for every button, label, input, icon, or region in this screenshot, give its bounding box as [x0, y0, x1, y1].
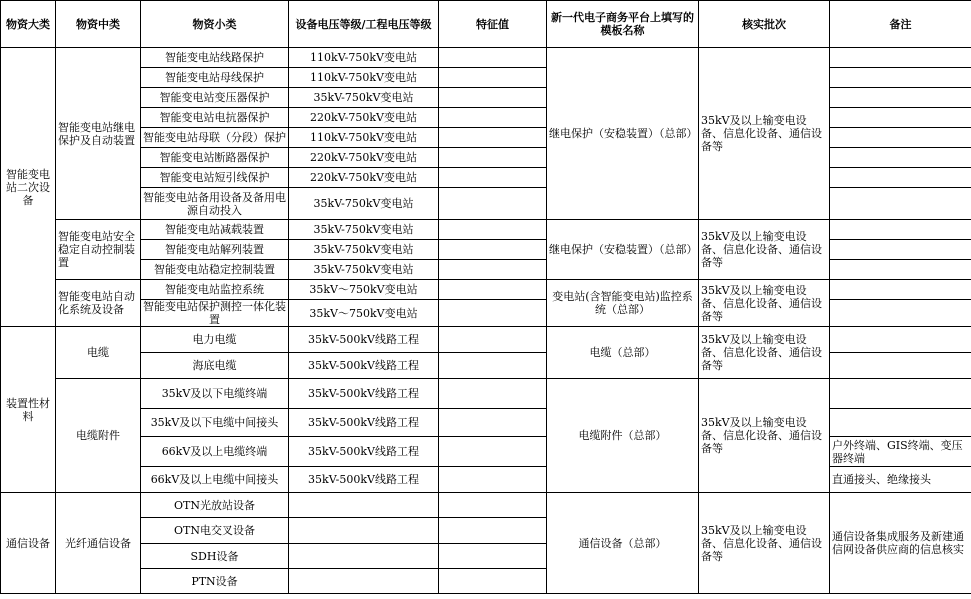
header-mid-category: 物资中类	[56, 1, 141, 48]
voltage-cell: 110kV-750kV变电站	[289, 48, 439, 68]
voltage-cell	[289, 518, 439, 544]
remark-cell	[830, 353, 971, 379]
template-cell: 通信设备（总部）	[547, 493, 699, 594]
mid-category-cell: 电缆	[56, 327, 141, 379]
sub-category-cell: 智能变电站短引线保护	[141, 168, 289, 188]
sub-category-cell: 66kV及以上电缆终端	[141, 437, 289, 467]
feature-cell	[439, 48, 547, 68]
voltage-cell	[289, 569, 439, 594]
header-voltage: 设备电压等级/工程电压等级	[289, 1, 439, 48]
remark-cell	[830, 240, 971, 260]
remark-cell	[830, 128, 971, 148]
feature-cell	[439, 518, 547, 544]
remark-cell: 户外终端、GIS终端、变压器终端	[830, 437, 971, 467]
remark-cell	[830, 88, 971, 108]
voltage-cell: 220kV-750kV变电站	[289, 148, 439, 168]
feature-cell	[439, 188, 547, 220]
table-row	[1, 493, 971, 518]
sub-category-cell: 智能变电站监控系统	[141, 280, 289, 300]
category-cell: 通信设备	[1, 493, 56, 594]
voltage-cell: 35kV～750kV变电站	[289, 280, 439, 300]
voltage-cell: 35kV-750kV变电站	[289, 240, 439, 260]
voltage-cell: 35kV-500kV线路工程	[289, 409, 439, 437]
remark-cell	[830, 108, 971, 128]
feature-cell	[439, 327, 547, 353]
feature-cell	[439, 409, 547, 437]
remark-cell	[830, 409, 971, 437]
remark-cell	[830, 327, 971, 353]
sub-category-cell: 海底电缆	[141, 353, 289, 379]
sub-category-cell: 66kV及以上电缆中间接头	[141, 467, 289, 493]
voltage-cell: 35kV-750kV变电站	[289, 220, 439, 240]
header-feature: 特征值	[439, 1, 547, 48]
sub-category-cell: OTN光放站设备	[141, 493, 289, 518]
header-remark: 备注	[830, 1, 971, 48]
sub-category-cell: 智能变电站减载装置	[141, 220, 289, 240]
template-cell: 继电保护（安稳装置）（总部）	[547, 220, 699, 280]
sub-category-cell: 35kV及以下电缆中间接头	[141, 409, 289, 437]
remark-cell	[830, 300, 971, 327]
voltage-cell: 110kV-750kV变电站	[289, 68, 439, 88]
voltage-cell: 220kV-750kV变电站	[289, 168, 439, 188]
remark-cell	[830, 220, 971, 240]
feature-cell	[439, 353, 547, 379]
table-row	[1, 220, 971, 240]
feature-cell	[439, 493, 547, 518]
feature-cell	[439, 280, 547, 300]
template-cell: 电缆附件（总部）	[547, 379, 699, 493]
feature-cell	[439, 88, 547, 108]
remark-cell	[830, 68, 971, 88]
sub-category-cell: OTN电交叉设备	[141, 518, 289, 544]
category-cell: 智能变电站二次设备	[1, 48, 56, 327]
feature-cell	[439, 437, 547, 467]
template-cell: 继电保护（安稳装置）（总部）	[547, 48, 699, 220]
feature-cell	[439, 379, 547, 409]
header-batch: 核实批次	[699, 1, 830, 48]
voltage-cell: 110kV-750kV变电站	[289, 128, 439, 148]
mid-category-cell: 电缆附件	[56, 379, 141, 493]
batch-cell: 35kV及以上输变电设备、信息化设备、通信设备等	[699, 48, 830, 220]
sub-category-cell: 智能变电站母线保护	[141, 68, 289, 88]
header-row	[1, 1, 971, 48]
category-cell: 装置性材料	[1, 327, 56, 493]
remark-cell	[830, 260, 971, 280]
mid-category-cell: 智能变电站继电保护及自动装置	[56, 48, 141, 220]
mid-category-cell: 智能变电站安全稳定自动控制装置	[56, 220, 141, 280]
template-cell: 变电站(含智能变电站)监控系统（总部）	[547, 280, 699, 327]
remark-cell	[830, 280, 971, 300]
sub-category-cell: 智能变电站稳定控制装置	[141, 260, 289, 280]
sub-category-cell: 智能变电站电抗器保护	[141, 108, 289, 128]
table-row	[1, 327, 971, 353]
sub-category-cell: SDH设备	[141, 544, 289, 569]
remark-cell: 通信设备集成服务及新建通信网设备供应商的信息核实	[830, 493, 971, 594]
remark-cell: 直通接头、绝缘接头	[830, 467, 971, 493]
feature-cell	[439, 467, 547, 493]
batch-cell: 35kV及以上输变电设备、信息化设备、通信设备等	[699, 493, 830, 594]
voltage-cell: 35kV-750kV变电站	[289, 88, 439, 108]
sub-category-cell: 智能变电站备用设备及备用电源自动投入	[141, 188, 289, 220]
feature-cell	[439, 128, 547, 148]
header-template: 新一代电子商务平台上填写的模板名称	[547, 1, 699, 48]
header-category: 物资大类	[1, 1, 56, 48]
feature-cell	[439, 220, 547, 240]
table-row	[1, 379, 971, 409]
feature-cell	[439, 260, 547, 280]
remark-cell	[830, 379, 971, 409]
sub-category-cell: 智能变电站解列装置	[141, 240, 289, 260]
feature-cell	[439, 168, 547, 188]
table-row	[1, 48, 971, 68]
voltage-cell: 35kV-500kV线路工程	[289, 379, 439, 409]
feature-cell	[439, 300, 547, 327]
mid-category-cell: 光纤通信设备	[56, 493, 141, 594]
feature-cell	[439, 240, 547, 260]
remark-cell	[830, 48, 971, 68]
voltage-cell: 35kV～750kV变电站	[289, 300, 439, 327]
batch-cell: 35kV及以上输变电设备、信息化设备、通信设备等	[699, 327, 830, 379]
sub-category-cell: 智能变电站母联（分段）保护	[141, 128, 289, 148]
sub-category-cell: 智能变电站线路保护	[141, 48, 289, 68]
remark-cell	[830, 188, 971, 220]
template-cell: 电缆（总部）	[547, 327, 699, 379]
remark-cell	[830, 168, 971, 188]
sub-category-cell: 电力电缆	[141, 327, 289, 353]
batch-cell: 35kV及以上输变电设备、信息化设备、通信设备等	[699, 379, 830, 493]
feature-cell	[439, 569, 547, 594]
feature-cell	[439, 148, 547, 168]
feature-cell	[439, 68, 547, 88]
voltage-cell: 35kV-750kV变电站	[289, 188, 439, 220]
sub-category-cell: PTN设备	[141, 569, 289, 594]
sub-category-cell: 35kV及以下电缆终端	[141, 379, 289, 409]
voltage-cell: 220kV-750kV变电站	[289, 108, 439, 128]
header-sub-category: 物资小类	[141, 1, 289, 48]
voltage-cell	[289, 544, 439, 569]
voltage-cell: 35kV-500kV线路工程	[289, 437, 439, 467]
voltage-cell: 35kV-750kV变电站	[289, 260, 439, 280]
table-row	[1, 280, 971, 300]
remark-cell	[830, 148, 971, 168]
feature-cell	[439, 108, 547, 128]
batch-cell: 35kV及以上输变电设备、信息化设备、通信设备等	[699, 280, 830, 327]
mid-category-cell: 智能变电站自动化系统及设备	[56, 280, 141, 327]
sub-category-cell: 智能变电站变压器保护	[141, 88, 289, 108]
sub-category-cell: 智能变电站断路器保护	[141, 148, 289, 168]
sub-category-cell: 智能变电站保护测控一体化装置	[141, 300, 289, 327]
voltage-cell: 35kV-500kV线路工程	[289, 467, 439, 493]
voltage-cell	[289, 493, 439, 518]
feature-cell	[439, 544, 547, 569]
voltage-cell: 35kV-500kV线路工程	[289, 327, 439, 353]
batch-cell: 35kV及以上输变电设备、信息化设备、通信设备等	[699, 220, 830, 280]
voltage-cell: 35kV-500kV线路工程	[289, 353, 439, 379]
